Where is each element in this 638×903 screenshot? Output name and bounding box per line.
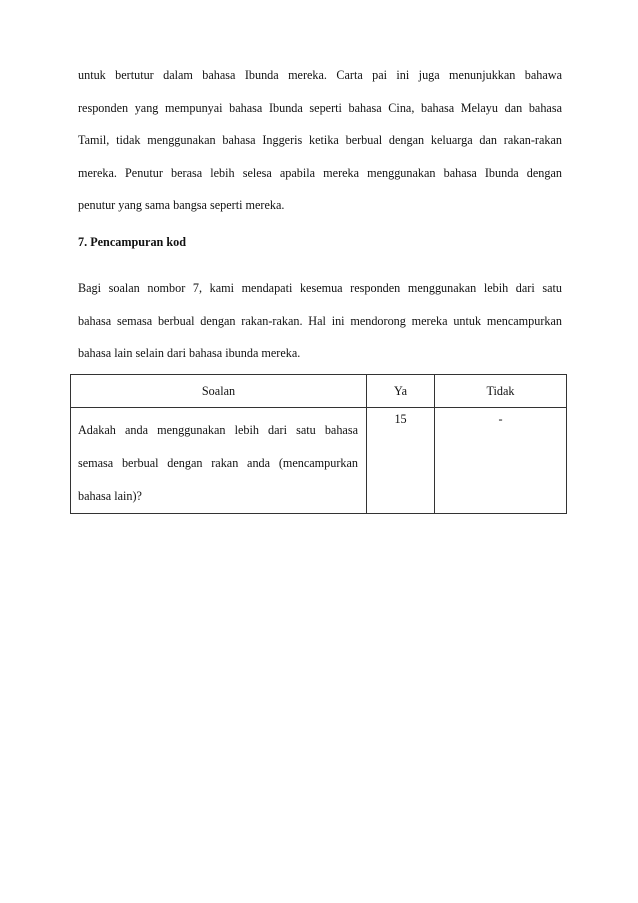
header-tidak: Tidak: [435, 375, 567, 408]
section-heading: 7. Pencampuran kod: [78, 235, 187, 249]
question-line: Adakah anda menggunakan lebih dari satu bahasa: [78, 423, 358, 437]
paragraph-line: bahasa semasa berbual dengan rakan-rakan. Hal ini mendorong mereka untuk mencampurkan: [78, 313, 562, 328]
question-line: bahasa lain)?: [78, 489, 142, 503]
header-ya: Ya: [367, 375, 435, 408]
paragraph-line: penutur yang sama bangsa seperti mereka.: [78, 198, 285, 213]
paragraph-pie-chart-discussion: [78, 59, 562, 222]
paragraph-line: untuk bertutur dalam bahasa Ibunda mereka. Carta pai ini juga menunjukkan bahawa: [78, 68, 562, 82]
paragraph-line: bahasa lain selain dari bahasa ibunda mereka.: [78, 346, 301, 361]
paragraph-code-mixing: [78, 272, 562, 370]
survey-table: [70, 374, 567, 514]
table-header-row: [71, 375, 567, 408]
header-soalan: Soalan: [71, 375, 367, 408]
question-cell: [71, 408, 367, 514]
question-line: semasa berbual dengan rakan anda (mencampurkan: [78, 456, 358, 470]
paragraph-line: Tamil, tidak menggunakan bahasa Inggeris ketika berbual dengan keluarga dan rakan-rakan: [78, 133, 562, 148]
tidak-count-cell: -: [435, 408, 567, 514]
paragraph-line: mereka. Penutur berasa lebih selesa apabila mereka menggunakan bahasa Ibunda dengan: [78, 165, 562, 180]
table-row: [71, 408, 567, 514]
ya-count-cell: 15: [367, 408, 435, 514]
paragraph-line: Bagi soalan nombor 7, kami mendapati kesemua responden menggunakan lebih dari satu: [78, 281, 562, 295]
paragraph-line: responden yang mempunyai bahasa Ibunda seperti bahasa Cina, bahasa Melayu dan bahasa: [78, 100, 562, 115]
